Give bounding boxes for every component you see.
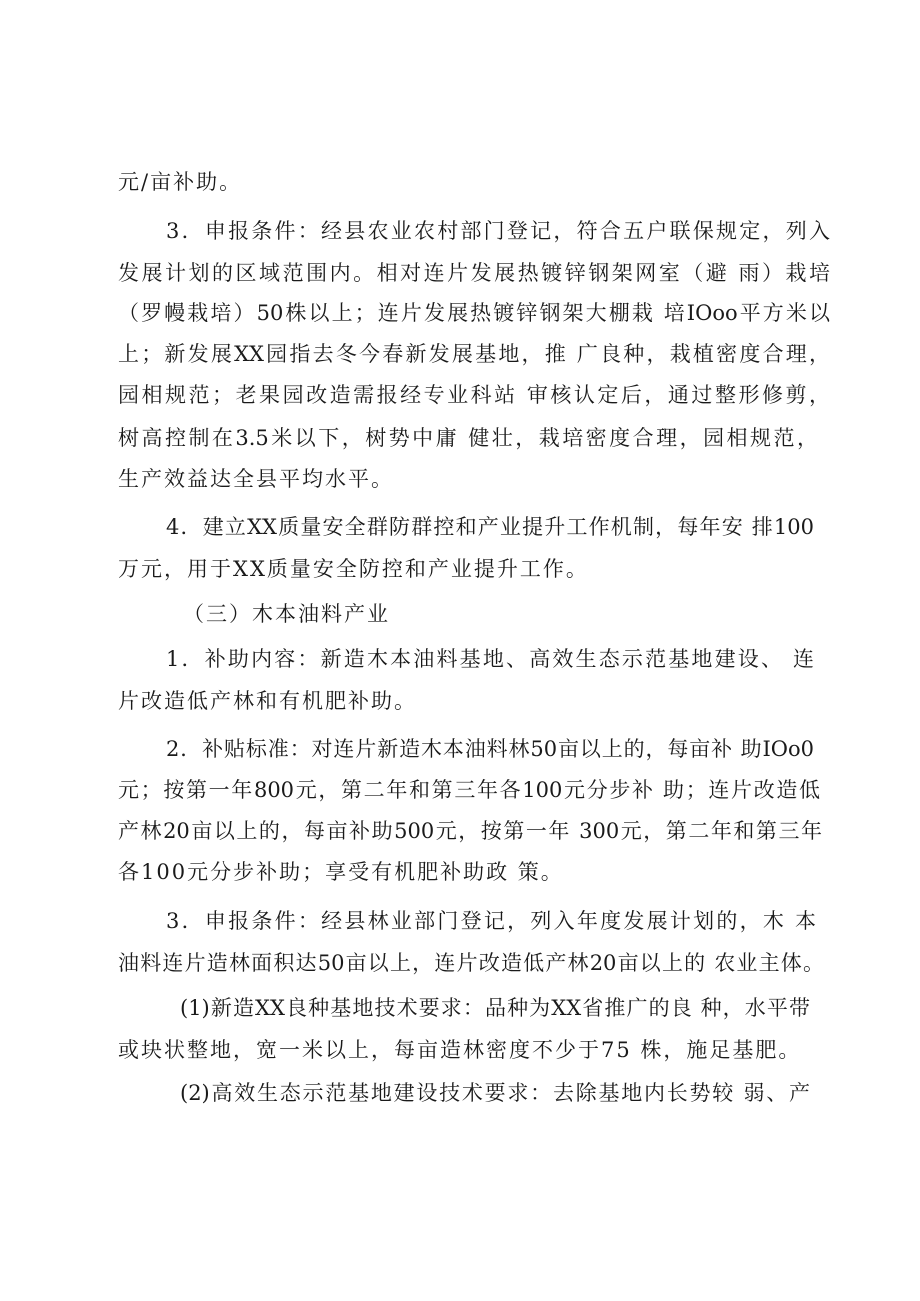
text-line: (2)高效生态示范基地建设技术要求：去除基地内长势较 弱、产 (180, 1081, 810, 1105)
text-line: 生产效益达全县平均水平。 (118, 467, 394, 491)
text-line: 4．建立XX质量安全群防群控和产业提升工作机制，每年安 排100 (166, 515, 814, 539)
text-line: 3．申报条件：经县林业部门登记，列入年度发展计划的，木 本 (166, 909, 816, 933)
text-line: 2．补贴标准：对连片新造木本油料林50亩以上的，每亩补 助IOo0 (166, 737, 814, 761)
text-line: 3．申报条件：经县农业农村部门登记，符合五户联保规定，列入 (166, 219, 830, 243)
text-line: 园相规范；老果园改造需报经专业科站 审核认定后，通过整形修剪， (118, 383, 830, 407)
text-line: 或块状整地，宽一米以上，每亩造林密度不少于75 株，施足基肥。 (118, 1038, 802, 1062)
text-line: 元/亩补助。 (118, 170, 243, 194)
text-line: (1)新造XX良种基地技术要求：品种为XX省推广的良 种，水平带 (180, 996, 810, 1020)
text-line: 元；按第一年800元，第二年和第三年各100元分步补 助；连片改造低 (118, 778, 820, 802)
section-heading: （三）木本油料产业 (183, 602, 390, 626)
text-line: 片改造低产林和有机肥补助。 (118, 689, 417, 713)
text-line: 油料连片造林面积达50亩以上，连片改造低产林20亩以上的 农业主体。 (118, 951, 824, 975)
text-line: 各100元分步补助；享受有机肥补助政 策。 (118, 860, 564, 884)
text-line: 1．补助内容：新造木本油料基地、高效生态示范基地建设、 连 (166, 647, 814, 671)
text-line: 发展计划的区域范围内。相对连片发展热镀锌钢架网室（避 雨）栽培 (118, 261, 830, 285)
text-line: 产林20亩以上的，每亩补助500元，按第一年 300元，第二年和第三年 (118, 819, 822, 843)
text-line: 万元，用于XX质量安全防控和产业提升工作。 (118, 557, 589, 581)
text-line: 树高控制在3.5米以下，树势中庸 健壮，栽培密度合理，园相规范， (118, 426, 818, 450)
text-line: 上；新发展XX园指去冬今春新发展基地，推 广良种，栽植密度合理， (118, 342, 830, 366)
text-line: （罗幔栽培）50株以上；连片发展热镀锌钢架大棚栽 培IOoo平方米以 (118, 301, 830, 325)
